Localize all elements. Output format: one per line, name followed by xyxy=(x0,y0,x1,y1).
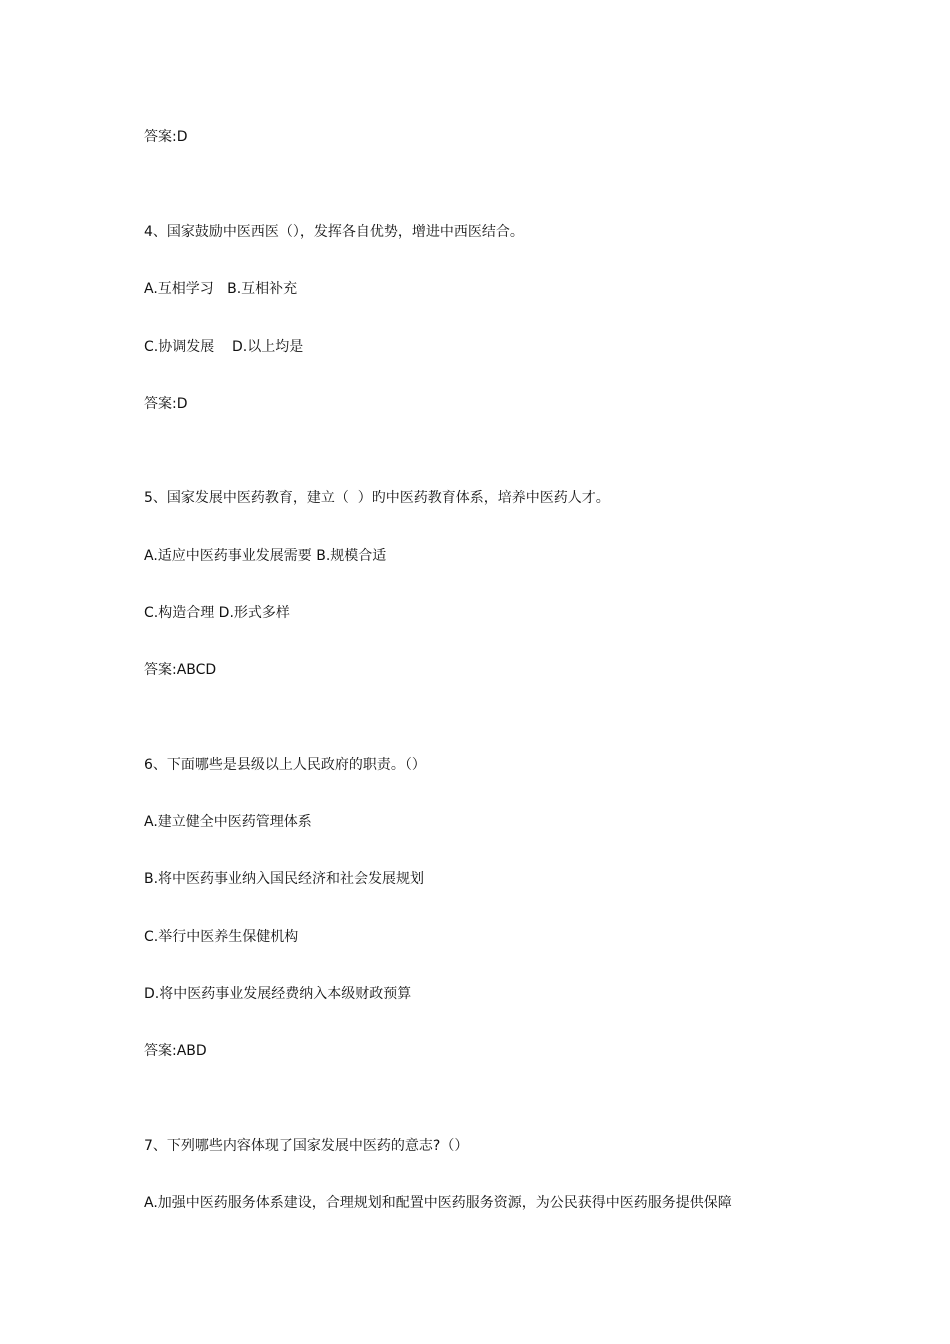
q6-option-c: C.举行中医养生保健机构 xyxy=(144,929,299,945)
answer-q5: 答案:ABCD xyxy=(144,662,217,678)
q6-option-d: D.将中医药事业发展经费纳入本级财政预算 xyxy=(144,986,412,1002)
answer-q4: 答案:D xyxy=(144,396,188,412)
q7-option-a: A.加强中医药服务体系建设，合理规划和配置中医药服务资源，为公民获得中医药服务提供保障 xyxy=(144,1195,732,1211)
q5-options-ab: A.适应中医药事业发展需要 B.规模合适 xyxy=(144,548,387,564)
answer-q6: 答案:ABD xyxy=(144,1043,207,1059)
question-4: 4、国家鼓励中医西医（），发挥各自优势，增进中西医结合。 xyxy=(144,224,524,240)
question-6: 6、下面哪些是县级以上人民政府的职责。（） xyxy=(144,757,426,773)
q6-option-a: A.建立健全中医药管理体系 xyxy=(144,814,312,830)
q4-options-ab: A.互相学习 B.互相补充 xyxy=(144,281,298,297)
question-7: 7、下列哪些内容体现了国家发展中医药的意志?（） xyxy=(144,1138,469,1154)
q4-options-cd: C.协调发展 D.以上均是 xyxy=(144,339,304,355)
q5-options-cd: C.构造合理 D.形式多样 xyxy=(144,605,290,621)
q6-option-b: B.将中医药事业纳入国民经济和社会发展规划 xyxy=(144,871,425,887)
question-5: 5、国家发展中医药教育，建立（ ）旳中医药教育体系，培养中医药人才。 xyxy=(144,490,610,506)
answer-q3: 答案:D xyxy=(144,129,188,145)
